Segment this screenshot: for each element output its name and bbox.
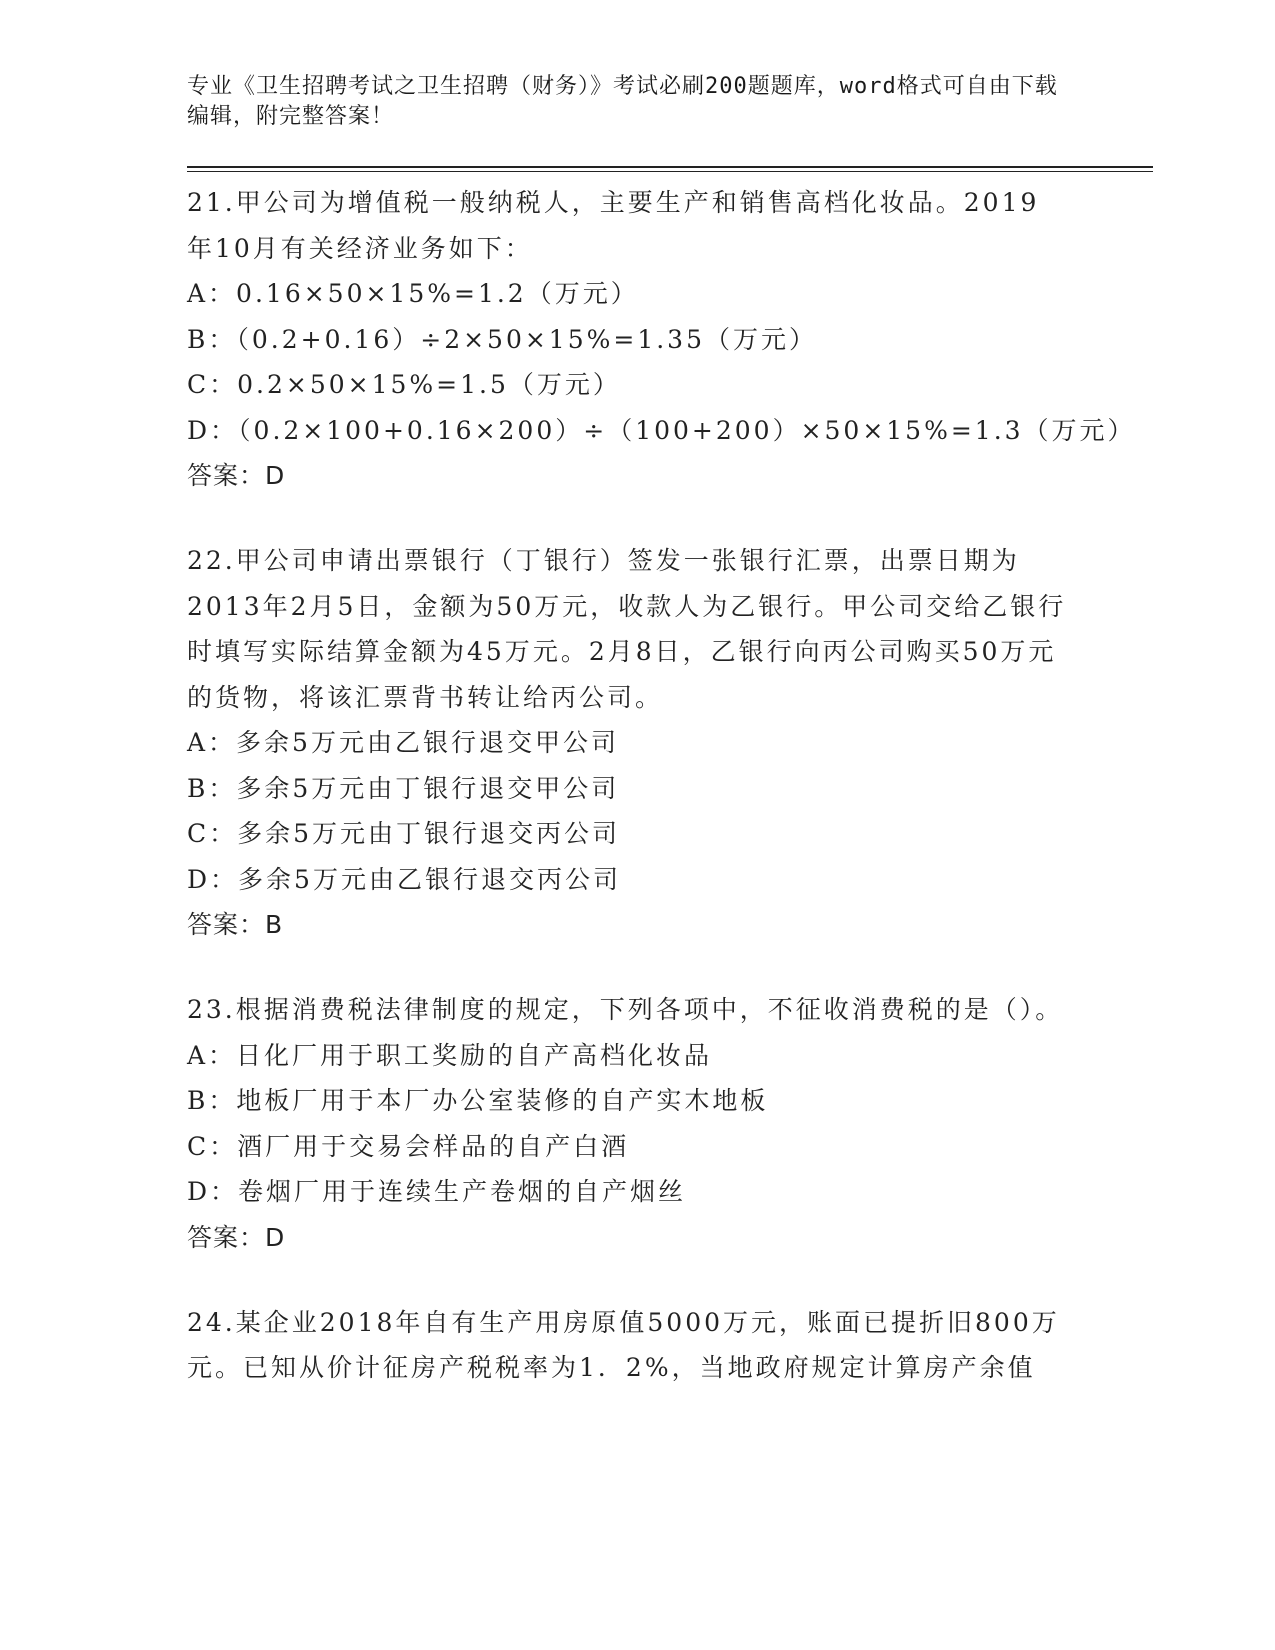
question-22: [187, 538, 1147, 947]
answer: 答案：B: [187, 910, 284, 939]
option-a: A：0.16×50×15%=1.2（万元）: [187, 279, 639, 308]
question-23: [187, 987, 1147, 1260]
question-stem: 23.根据消费税法律制度的规定，下列各项中，不征收消费税的是（）。: [187, 995, 1064, 1024]
answer: 答案：D: [187, 461, 286, 490]
option-b: B：多余5万元由丁银行退交甲公司: [187, 773, 620, 803]
option-d: D：卷烟厂用于连续生产卷烟的自产烟丝: [187, 1177, 687, 1206]
question-stem: 21.甲公司为增值税一般纳税人，主要生产和销售高档化妆品。2019年10月有关经济业务如下：: [187, 188, 1040, 263]
document-intro: 专业《卫生招聘考试之卫生招聘（财务）》考试必刷200题题库，word格式可自由下载编辑，附完整答案！: [187, 74, 1058, 129]
document-page: [187, 72, 1147, 1431]
answer: 答案：D: [187, 1222, 286, 1252]
option-a: A：日化厂用于职工奖励的自产高档化妆品: [187, 1040, 713, 1070]
option-c: C：酒厂用于交易会样品的自产白酒: [187, 1131, 630, 1161]
question-stem: 22.甲公司申请出票银行（丁银行）签发一张银行汇票，出票日期为2013年2月5日，金额为50万元，收款人为乙银行。甲公司交给乙银行时填写实际结算金额为45万元。2月8日，乙银行向丙公司购买50万元的货物，将该汇票背书转让给丙公司。: [187, 546, 1067, 712]
question-24: [187, 1300, 1147, 1391]
question-list: [187, 180, 1147, 1391]
option-b: B：地板厂用于本厂办公室装修的自产实木地板: [187, 1086, 769, 1115]
option-a: A：多余5万元由乙银行退交甲公司: [187, 728, 619, 757]
question-stem: 24.某企业2018年自有生产用房原值5000万元，账面已提折旧800万元。已知从价计征房产税税率为1．2%，当地政府规定计算房产余值: [187, 1307, 1060, 1382]
option-c: C：多余5万元由丁银行退交丙公司: [187, 819, 621, 848]
option-d: D：（0.2×100+0.16×200）÷（100+200）×50×15%=1.3（万元）: [187, 415, 1136, 445]
option-c: C：0.2×50×15%=1.5（万元）: [187, 370, 621, 399]
double-divider: [187, 166, 1153, 172]
question-21: [187, 180, 1147, 498]
option-b: B：（0.2+0.16）÷2×50×15%=1.35（万元）: [187, 324, 817, 354]
option-d: D：多余5万元由乙银行退交丙公司: [187, 864, 621, 894]
